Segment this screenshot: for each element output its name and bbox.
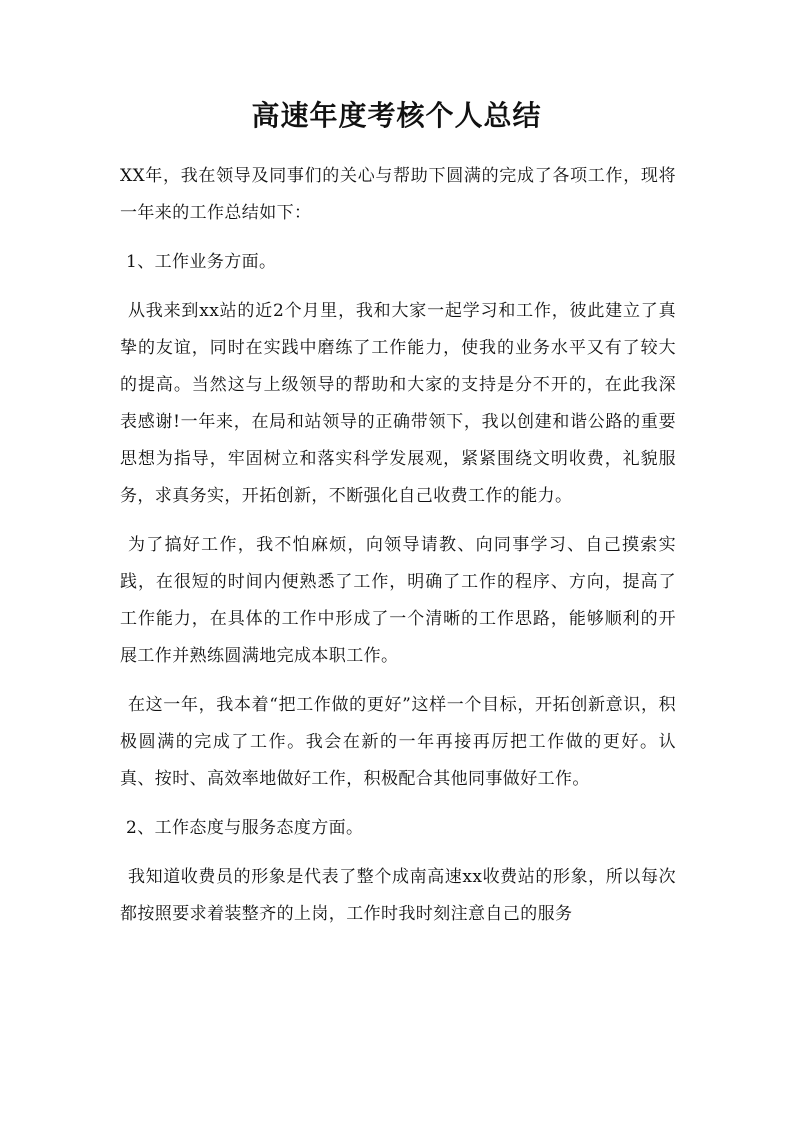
body-paragraph: 我知道收费员的形象是代表了整个成南高速xx收费站的形象，所以每次都按照要求着装整齐的上岗，工作时我时刻注意自己的服务 — [120, 867, 676, 924]
body-paragraph: 在这一年，我本着“把工作做的更好”这样一个目标，开拓创新意识，积极圆满的完成了工作。我会在新的一年再接再厉把工作做的更好。认真、按时、高效率地做好工作，积极配合其他同事做好工作。 — [120, 695, 676, 789]
document-body — [120, 158, 676, 945]
body-paragraph: 从我来到xx站的近2个月里，我和大家一起学习和工作，彼此建立了真挚的友谊，同时在实践中磨练了工作能力，使我的业务水平又有了较大的提高。当然这与上级领导的帮助和大家的支持是分不开的，在此我深表感谢!一年来，在局和站领导的正确带领下，我以创建和谐公路的重要思想为指导，牢固树立和落实科学发展观，紧紧围绕文明收费，礼貌服务，求真务实，开拓创新，不断强化自己收费工作的能力。 — [120, 301, 676, 506]
section-heading-service-attitude: 2、工作态度与服务态度方面。 — [126, 818, 364, 838]
intro-paragraph: XX年，我在领导及同事们的关心与帮助下圆满的完成了各项工作，现将一年来的工作总结如下： — [120, 166, 676, 223]
section-heading-work-business: 1、工作业务方面。 — [126, 252, 277, 272]
document-title: 高速年度考核个人总结 — [251, 99, 542, 132]
body-paragraph: 为了搞好工作，我不怕麻烦，向领导请教、向同事学习、自己摸索实践，在很短的时间内便熟悉了工作，明确了工作的程序、方向，提高了工作能力，在具体的工作中形成了一个清晰的工作思路，能够顺利的开展工作并熟练圆满地完成本职工作。 — [120, 535, 676, 666]
